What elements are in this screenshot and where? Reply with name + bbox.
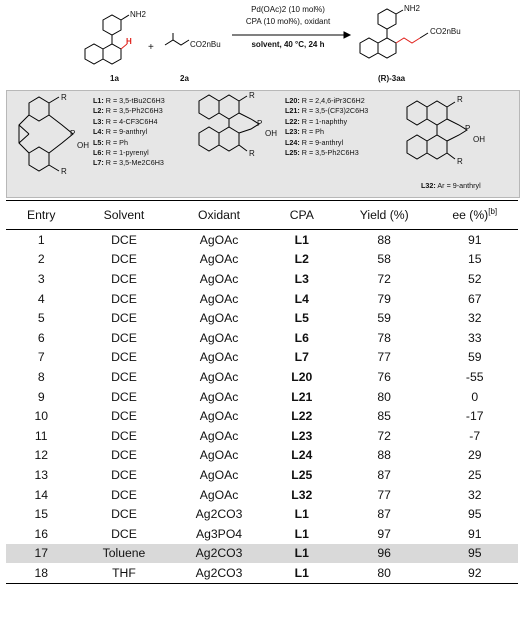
h8-lower-ring-a (427, 135, 447, 159)
cell-entry: 1 (37, 232, 45, 247)
cell-cpa: L23 (291, 428, 313, 443)
cell-solvent: DCE (111, 507, 137, 522)
ligand-substituent: R = 3,5-tBu2C6H3 (105, 96, 165, 105)
l32-id: L32: (421, 181, 436, 190)
cell-yield: 77 (377, 350, 391, 365)
cell-solvent: DCE (111, 252, 137, 267)
ligand-id: L2: (93, 106, 106, 116)
binol-p: P (257, 119, 263, 128)
cell-ee: 95 (431, 544, 518, 564)
cell-entry: 5 (37, 311, 45, 326)
ligand-entry (285, 96, 368, 106)
ligand-id: L20: (285, 96, 302, 105)
cell-oxidant: AgOAc (199, 428, 239, 443)
ligand-entry (93, 158, 165, 168)
header-solvent: Solvent (76, 201, 171, 230)
ligand-entry (93, 106, 165, 116)
compound-2a-label: 2a (180, 74, 189, 83)
cell-oxidant: AgOAc (199, 232, 239, 247)
aniline-ring (103, 15, 121, 35)
compound-1a-label: 1a (110, 74, 119, 83)
cell-yield: 97 (377, 526, 391, 541)
h8-r-top: R (457, 95, 463, 104)
table-row (6, 524, 518, 544)
cell-oxidant: Ag3PO4 (196, 526, 243, 541)
h-atom-label: H (126, 37, 132, 46)
cell-cpa: L1 (294, 526, 309, 541)
spiro-r-top: R (61, 93, 67, 102)
product-naphthalene-ring-b (360, 38, 378, 58)
ligand-substituent: R = 1-pyrenyl (105, 148, 149, 158)
spiro-oh: OH (77, 141, 89, 150)
binol-phosphate-ring (239, 113, 259, 133)
acrylate-ester-label: CO2nBu (190, 40, 221, 49)
spiro-p: P (70, 129, 76, 138)
table-row (6, 308, 518, 328)
cell-yield: 58 (377, 252, 391, 267)
cell-yield: 79 (377, 291, 391, 306)
cell-ee: 32 (467, 311, 482, 326)
cell-ee: 15 (467, 252, 482, 267)
cell-oxidant: AgOAc (199, 350, 239, 365)
cell-entry: 12 (34, 448, 49, 463)
cell-solvent: DCE (111, 330, 137, 345)
ligand-substituent: R = 2,4,6-iPr3C6H2 (301, 96, 365, 105)
table-row (6, 250, 518, 270)
ligand-panel (6, 90, 520, 198)
cell-cpa: L4 (294, 291, 309, 306)
binol-lower-ring-b (199, 127, 219, 151)
ligand-substituent: R = 9-anthryl (301, 137, 344, 147)
cell-solvent: DCE (111, 311, 137, 326)
cell-oxidant: AgOAc (199, 252, 239, 267)
cell-entry: 3 (37, 271, 45, 286)
product-nh2-label: NH2 (404, 4, 421, 13)
header-yield: Yield (%) (337, 201, 432, 230)
table-row (6, 269, 518, 289)
ligand-entry (93, 96, 165, 106)
product-ester-label: CO2nBu (430, 27, 461, 36)
condition-line-2: CPA (10 mol%), oxidant (245, 17, 331, 26)
cell-entry: 9 (37, 389, 45, 404)
table-row (6, 544, 518, 564)
table-row (6, 504, 518, 524)
ligand-entry (93, 138, 165, 148)
table-row (6, 406, 518, 426)
h8-p: P (465, 124, 471, 133)
ligand-id: L24: (285, 137, 302, 147)
cell-yield: 72 (377, 428, 391, 443)
header-entry: Entry (6, 201, 76, 230)
spiro-upper-ring (29, 97, 49, 121)
plus-sign: + (148, 42, 154, 53)
cell-ee: 29 (467, 448, 482, 463)
binol-r-top: R (249, 91, 255, 100)
cell-cpa: L25 (291, 467, 313, 482)
cell-yield: 72 (377, 271, 391, 286)
cell-entry: 8 (37, 369, 45, 384)
ligand-entry (285, 117, 368, 127)
optimization-table (6, 200, 518, 584)
h8-lower-ring-b (407, 135, 427, 159)
cell-yield: 88 (377, 232, 391, 247)
cell-oxidant: Ag2CO3 (171, 563, 266, 583)
binol-ligand-list (285, 96, 368, 158)
product-label: (R)-3aa (378, 74, 406, 83)
ligand-id: L6: (93, 148, 106, 158)
cell-entry: 4 (37, 291, 45, 306)
cell-yield: 76 (377, 369, 391, 384)
cell-solvent: DCE (111, 350, 137, 365)
cell-cpa: L6 (294, 330, 309, 345)
cell-solvent: DCE (111, 271, 137, 286)
table-row (6, 446, 518, 466)
table-body (6, 230, 518, 584)
cell-entry: 13 (34, 467, 49, 482)
l32-ligand-note (421, 181, 481, 191)
cell-yield: 77 (377, 487, 391, 502)
cell-solvent: DCE (111, 526, 137, 541)
spiro-cyclopentane (19, 115, 29, 153)
ligand-entry (285, 148, 368, 158)
ligand-substituent: R = 3,5-(CF3)2C6H3 (301, 106, 369, 116)
table-row (6, 230, 518, 250)
cell-entry: 2 (37, 252, 45, 267)
l32-text: Ar = 9-anthryl (437, 181, 481, 190)
h8-oh: OH (473, 135, 485, 144)
binol-lower-ring-a (219, 127, 239, 151)
cell-ee: 92 (431, 563, 518, 583)
binol-upper-ring-b (199, 95, 219, 119)
spiro-r-bottom: R (61, 167, 67, 176)
ligand-entry (93, 127, 165, 137)
ligand-substituent: R = 3,5-Ph2C6H3 (301, 148, 359, 158)
cell-ee: 52 (467, 271, 482, 286)
ligand-substituent: R = 3,5-Ph2C6H3 (105, 106, 163, 116)
cell-oxidant: Ag2CO3 (171, 544, 266, 564)
cell-solvent: DCE (111, 291, 137, 306)
table-row (6, 387, 518, 407)
cell-entry: 17 (6, 544, 76, 564)
cell-oxidant: AgOAc (199, 448, 239, 463)
header-oxidant: Oxidant (171, 201, 266, 230)
ligand-entry (285, 138, 368, 148)
reaction-scheme (0, 0, 524, 88)
cell-ee: 67 (467, 291, 482, 306)
cell-cpa: L22 (291, 409, 313, 424)
cell-solvent: DCE (111, 232, 137, 247)
cell-solvent: DCE (111, 487, 137, 502)
cell-oxidant: AgOAc (199, 487, 239, 502)
product-naphthalene-ring-a (378, 38, 396, 58)
ligand-substituent: R = 3,5-Me2C6H3 (105, 158, 164, 168)
ligand-id: L1: (93, 96, 106, 105)
cell-ee: -55 (465, 369, 484, 384)
cell-oxidant: AgOAc (199, 389, 239, 404)
cell-solvent: DCE (111, 448, 137, 463)
cell-entry: 15 (34, 507, 49, 522)
header-cpa: CPA (267, 201, 337, 230)
naphthalene-ring-a (103, 44, 121, 64)
cell-yield: 96 (337, 544, 432, 564)
cell-cpa: L1 (267, 563, 337, 583)
cell-oxidant: AgOAc (199, 330, 239, 345)
table-row (6, 563, 518, 583)
cell-yield: 78 (377, 330, 391, 345)
ligand-substituent: R = 9-anthryl (105, 127, 148, 137)
ligand-entry (93, 117, 165, 127)
binol-oh: OH (265, 129, 277, 138)
cell-oxidant: Ag2CO3 (195, 507, 243, 522)
cell-solvent: DCE (111, 369, 137, 384)
ligand-id: L4: (93, 127, 106, 137)
header-ee-text: ee (%) (452, 208, 489, 223)
cell-oxidant: AgOAc (199, 311, 239, 326)
cell-ee: 25 (467, 467, 482, 482)
ligand-id: L5: (93, 137, 106, 147)
header-ee (431, 201, 518, 230)
condition-line-1: Pd(OAc)2 (10 mol%) (251, 5, 325, 14)
cell-yield: 80 (377, 389, 391, 404)
cell-entry: 11 (34, 428, 48, 443)
cell-oxidant: AgOAc (199, 271, 239, 286)
cell-oxidant: AgOAc (199, 467, 239, 482)
cell-cpa: L5 (294, 311, 309, 326)
ligand-id: L21: (285, 106, 302, 116)
ligand-id: L3: (93, 116, 106, 126)
cell-oxidant: AgOAc (199, 409, 239, 424)
product-alkene (396, 38, 420, 43)
cell-ee: 91 (467, 526, 482, 541)
cell-cpa: L2 (294, 252, 309, 267)
cell-oxidant: AgOAc (199, 369, 239, 384)
ligand-id: L25: (285, 148, 302, 158)
cell-entry: 6 (37, 330, 45, 345)
ligand-entry (285, 106, 368, 116)
table-header-row (6, 201, 518, 230)
table-row (6, 348, 518, 368)
cell-yield: 59 (377, 311, 391, 326)
cell-entry: 14 (34, 487, 49, 502)
table-row (6, 328, 518, 348)
product-aniline-ring (378, 9, 396, 29)
ligand-id: L7: (93, 158, 106, 168)
h8-upper-ring-a (427, 101, 447, 125)
h8-phosphate-ring (447, 119, 467, 141)
nh2-label: NH2 (130, 10, 147, 19)
cell-yield: 80 (337, 563, 432, 583)
cell-entry: 16 (34, 526, 49, 541)
ligand-substituent: R = 1-naphthy (301, 116, 348, 126)
table-row (6, 426, 518, 446)
cell-ee: -17 (465, 409, 484, 424)
cell-solvent: THF (76, 563, 171, 583)
table-row (6, 465, 518, 485)
table-row (6, 289, 518, 309)
cell-yield: 88 (377, 448, 391, 463)
cell-cpa: L1 (294, 232, 309, 247)
cell-solvent: DCE (111, 467, 137, 482)
cell-cpa: L1 (294, 507, 309, 522)
acrylate-chain (165, 40, 189, 45)
cell-entry: 18 (6, 563, 76, 583)
cell-cpa: L1 (267, 544, 337, 564)
ligand-entry (285, 127, 368, 137)
cell-cpa: L32 (291, 487, 313, 502)
ligand-substituent: R = Ph (105, 137, 128, 147)
binol-upper-ring-a (219, 95, 239, 119)
cell-cpa: L3 (294, 271, 309, 286)
cell-yield: 85 (377, 409, 391, 424)
cell-solvent: DCE (111, 428, 137, 443)
cell-ee: -7 (469, 428, 481, 443)
ligand-id: L23: (285, 127, 302, 137)
cell-ee: 33 (467, 330, 482, 345)
spiro-lower-ring (29, 147, 49, 171)
results-table (6, 200, 518, 584)
cell-ee: 95 (467, 507, 482, 522)
cell-solvent: DCE (111, 409, 137, 424)
ligand-id: L22: (285, 116, 302, 126)
cell-cpa: L24 (291, 448, 313, 463)
table-row (6, 367, 518, 387)
cell-yield: 87 (377, 467, 391, 482)
cell-ee: 0 (471, 389, 479, 404)
ligand-entry (93, 148, 165, 158)
cell-ee: 59 (467, 350, 482, 365)
cell-entry: 10 (34, 409, 49, 424)
ligand-substituent: R = Ph (301, 127, 324, 137)
ligand-substituent: R = 4-CF3C6H4 (105, 116, 158, 126)
cell-yield: 87 (377, 507, 391, 522)
header-ee-footnote: [b] (488, 207, 498, 217)
cell-oxidant: AgOAc (199, 291, 239, 306)
table-row (6, 485, 518, 505)
cell-ee: 91 (467, 232, 482, 247)
cell-cpa: L7 (294, 350, 309, 365)
h8-upper-ring-b (407, 101, 427, 125)
condition-line-3: solvent, 40 °C, 24 h (251, 40, 325, 49)
cell-solvent: DCE (111, 389, 137, 404)
spiro-ligand-list (93, 96, 165, 169)
cell-solvent: Toluene (76, 544, 171, 564)
cell-entry: 7 (37, 350, 45, 365)
naphthalene-ring-b (85, 44, 103, 64)
binol-r-bottom: R (249, 149, 255, 158)
cell-cpa: L20 (291, 369, 313, 384)
cell-ee: 32 (467, 487, 482, 502)
cell-cpa: L21 (291, 389, 313, 404)
h8-r-bottom: R (457, 157, 463, 166)
